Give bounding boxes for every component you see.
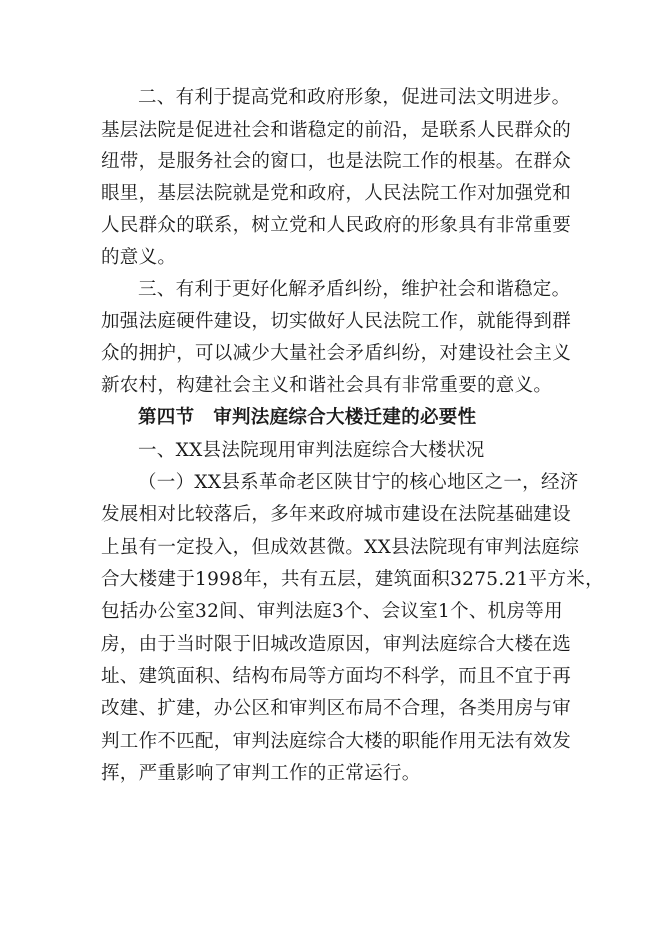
text-line: 基层法院是促进社会和谐稳定的前沿，是联系人民群众的 — [101, 120, 572, 141]
text-line: 房，由于当时限于旧城改造原因，审判法庭综合大楼在选 — [101, 634, 572, 655]
text-line: 合大楼建于1998年，共有五层，建筑面积3275.21平方米， — [101, 569, 604, 590]
text-line: 改建、扩建，办公区和审判区布局不合理，各类用房与审 — [101, 698, 572, 719]
text-line: 址、建筑面积、结构布局等方面均不科学，而且不宜于再 — [101, 666, 572, 687]
paragraph-3-heading: 三、有利于更好化解矛盾纠纷，维护社会和谐稳定。 — [138, 279, 571, 300]
text-line: 纽带，是服务社会的窗口，也是法院工作的根基。在群众 — [101, 151, 572, 172]
text-line: 的意义。 — [101, 247, 177, 268]
text-line: （一）XX县系革命老区陕甘宁的核心地区之一，经济 — [138, 472, 579, 493]
text-line: 上虽有一定投入，但成效甚微。XX县法院现有审判法庭综 — [101, 537, 580, 558]
text-line: 加强法庭硬件建设，切实做好人民法院工作，就能得到群 — [101, 311, 572, 332]
text-line: 挥，严重影响了审判工作的正常运行。 — [101, 763, 421, 784]
section-heading: 第四节 审判法庭综合大楼迁建的必要性 — [138, 407, 477, 428]
text-line: 判工作不匹配，审判法庭综合大楼的职能作用无法有效发 — [101, 731, 572, 752]
text-line: 眼里，基层法院就是党和政府，人民法院工作对加强党和 — [101, 183, 572, 204]
text-line: 人民群众的联系，树立党和人民政府的形象具有非常重要 — [101, 215, 572, 236]
text-line: 发展相对比较落后，多年来政府城市建设在法院基础建设 — [101, 504, 572, 525]
paragraph-2-heading: 二、有利于提高党和政府形象，促进司法文明进步。 — [138, 87, 571, 108]
text-line: 新农村，构建社会主义和谐社会具有非常重要的意义。 — [101, 375, 553, 396]
text-line: 众的拥护，可以减少大量社会矛盾纠纷，对建设社会主义 — [101, 343, 572, 364]
subsection-heading: 一、XX县法院现用审判法庭综合大楼状况 — [138, 440, 485, 461]
text-line: 包括办公室32间、审判法庭3个、会议室1个、机房等用 — [101, 601, 563, 622]
